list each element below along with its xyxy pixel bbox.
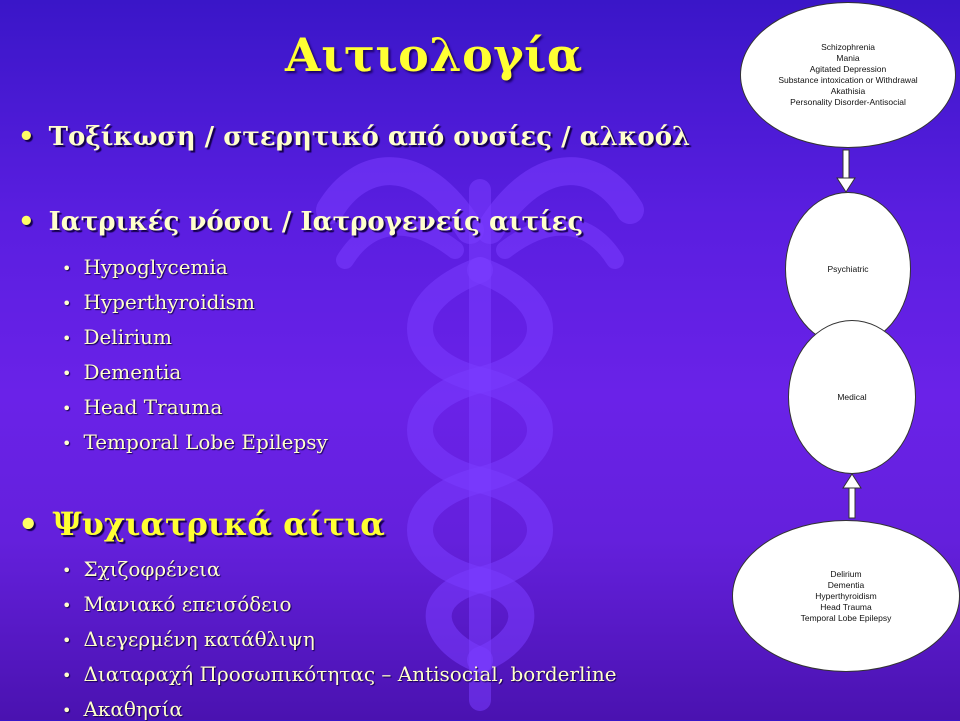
sub-bullet-psych: • Ακαθησία bbox=[62, 697, 183, 721]
sub-bullet-medical: • Hyperthyroidism bbox=[62, 290, 256, 314]
bullet-text: Ψυχιατρικά αίτια bbox=[52, 505, 385, 543]
slide-title: Αιτιολογία bbox=[285, 28, 583, 82]
sub-bullet-psych: • Διεγερμένη κατάθλιψη bbox=[62, 627, 315, 651]
sub-bullet-psych: • Μανιακό επεισόδειο bbox=[62, 592, 292, 616]
sub-bullet-medical: • Head Trauma bbox=[62, 395, 223, 419]
bullet-dot: • bbox=[18, 207, 35, 237]
diagram-medical-node: Medical bbox=[788, 320, 916, 474]
arrow-down-icon bbox=[837, 150, 855, 192]
diagram-psychiatric-node: Psychiatric bbox=[785, 192, 911, 346]
bullet-text: Τοξίκωση / στερητικό από ουσίες / αλκοόλ bbox=[48, 122, 691, 152]
bullet-dot: • bbox=[18, 505, 39, 543]
arrow-up-icon bbox=[843, 474, 861, 518]
sub-bullet-medical: • Dementia bbox=[62, 360, 182, 384]
bullet-text: Ιατρικές νόσοι / Ιατρογενείς αιτίες bbox=[48, 207, 584, 237]
bullet-dot: • bbox=[18, 122, 35, 152]
sub-bullet-medical: • Hypoglycemia bbox=[62, 255, 228, 279]
diagram-top-node: Schizophrenia Mania Agitated Depression Substance intoxication or Withdrawal Akathisia Personality Disorder-Antisocial bbox=[740, 2, 956, 148]
sub-bullet-psych: • Σχιζοφρένεια bbox=[62, 557, 221, 581]
sub-bullet-medical: • Temporal Lobe Epilepsy bbox=[62, 430, 328, 454]
sub-bullet-medical: • Delirium bbox=[62, 325, 172, 349]
sub-bullet-psych: • Διαταραχή Προσωπικότητας – Antisocial, borderline bbox=[62, 662, 617, 686]
diagram-bottom-node: Delirium Dementia Hyperthyroidism Head Trauma Temporal Lobe Epilepsy bbox=[732, 520, 960, 672]
